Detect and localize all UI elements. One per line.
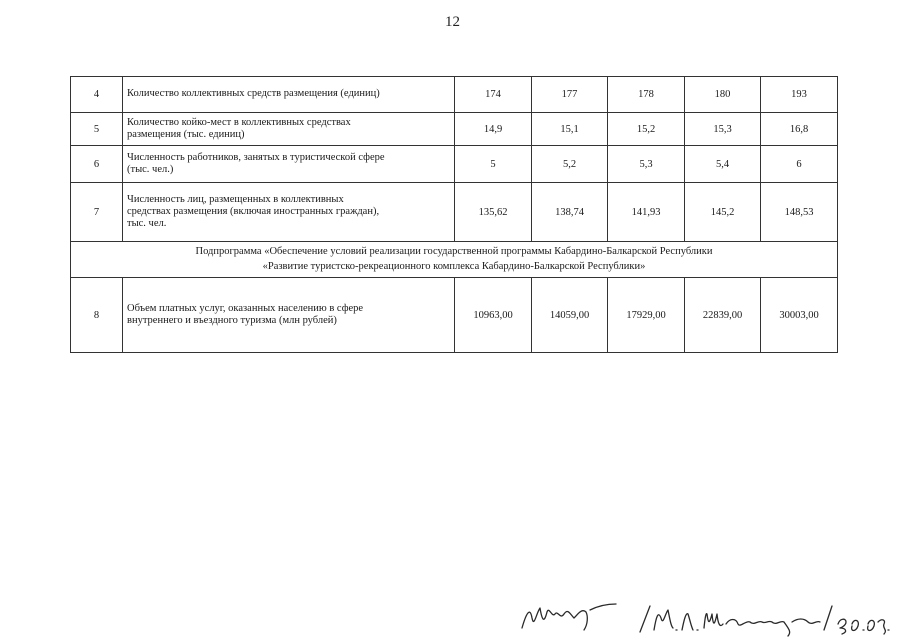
- table-row-7: [71, 183, 838, 242]
- row-number: 4: [71, 77, 123, 113]
- indicator-name: [123, 113, 455, 146]
- indicators-table: [70, 76, 838, 353]
- indicator-name-line: внутреннего и въездного туризма (млн рублей): [127, 315, 337, 326]
- indicator-name-line: Численность работников, занятых в туристической сфере: [127, 151, 385, 163]
- value-cell: 138,74: [532, 183, 608, 242]
- value-cell: 145,2: [685, 183, 761, 242]
- subprogram-title: [71, 242, 838, 278]
- indicator-name-line: средствах размещения (включая иностранных граждан),: [127, 205, 380, 217]
- indicator-name-line: Объем платных услуг, оказанных населению в сфере: [127, 302, 364, 314]
- subprogram-title-line: Подпрограмма «Обеспечение условий реализации государственной программы Кабардино-Балкарской Республики: [195, 246, 713, 258]
- indicator-name-line: тыс. чел.: [127, 218, 167, 230]
- page-number: 12: [445, 14, 460, 30]
- value-cell: 5,2: [532, 146, 608, 183]
- value-cell: 15,1: [532, 113, 608, 146]
- indicator-name-line: размещения (тыс. единиц): [127, 129, 245, 140]
- value-cell: 193: [761, 77, 838, 113]
- value-cell: 22839,00: [685, 278, 761, 353]
- value-cell: 30003,00: [761, 278, 838, 353]
- value-cell: 15,2: [608, 113, 685, 146]
- table-row-8: [71, 278, 838, 353]
- value-cell: 14,9: [455, 113, 532, 146]
- table-row-4: [71, 77, 838, 113]
- subprogram-title-line: «Развитие туристско-рекреационного комплекса Кабардино-Балкарской Республики»: [262, 260, 646, 272]
- value-cell: 5,4: [685, 146, 761, 183]
- section-header-row: [71, 242, 838, 278]
- value-cell: 14059,00: [532, 278, 608, 353]
- row-number: 7: [71, 183, 123, 242]
- indicator-name: [123, 183, 455, 242]
- indicator-name-line: Численность лиц, размещенных в коллективных: [127, 193, 344, 205]
- indicator-name-line: Количество койко-мест в коллективных средствах: [127, 116, 351, 128]
- row-number: 6: [71, 146, 123, 183]
- indicator-name-line: Количество коллективных средств размещения (единиц): [127, 88, 380, 100]
- indicator-name: [123, 146, 455, 183]
- value-cell: 15,3: [685, 113, 761, 146]
- value-cell: 180: [685, 77, 761, 113]
- value-cell: 16,8: [761, 113, 838, 146]
- value-cell: 10963,00: [455, 278, 532, 353]
- indicator-name: [123, 77, 455, 113]
- row-number: 8: [71, 278, 123, 353]
- value-cell: 5,3: [608, 146, 685, 183]
- value-cell: 5: [455, 146, 532, 183]
- value-cell: 174: [455, 77, 532, 113]
- indicator-name-line: (тыс. чел.): [127, 164, 174, 175]
- value-cell: 178: [608, 77, 685, 113]
- value-cell: 135,62: [455, 183, 532, 242]
- indicator-name: [123, 278, 455, 353]
- handwritten-signature: [516, 584, 896, 640]
- row-number: 5: [71, 113, 123, 146]
- value-cell: 17929,00: [608, 278, 685, 353]
- value-cell: 141,93: [608, 183, 685, 242]
- value-cell: 148,53: [761, 183, 838, 242]
- value-cell: 177: [532, 77, 608, 113]
- table-row-6: [71, 146, 838, 183]
- value-cell: 6: [761, 146, 838, 183]
- table-row-5: [71, 113, 838, 146]
